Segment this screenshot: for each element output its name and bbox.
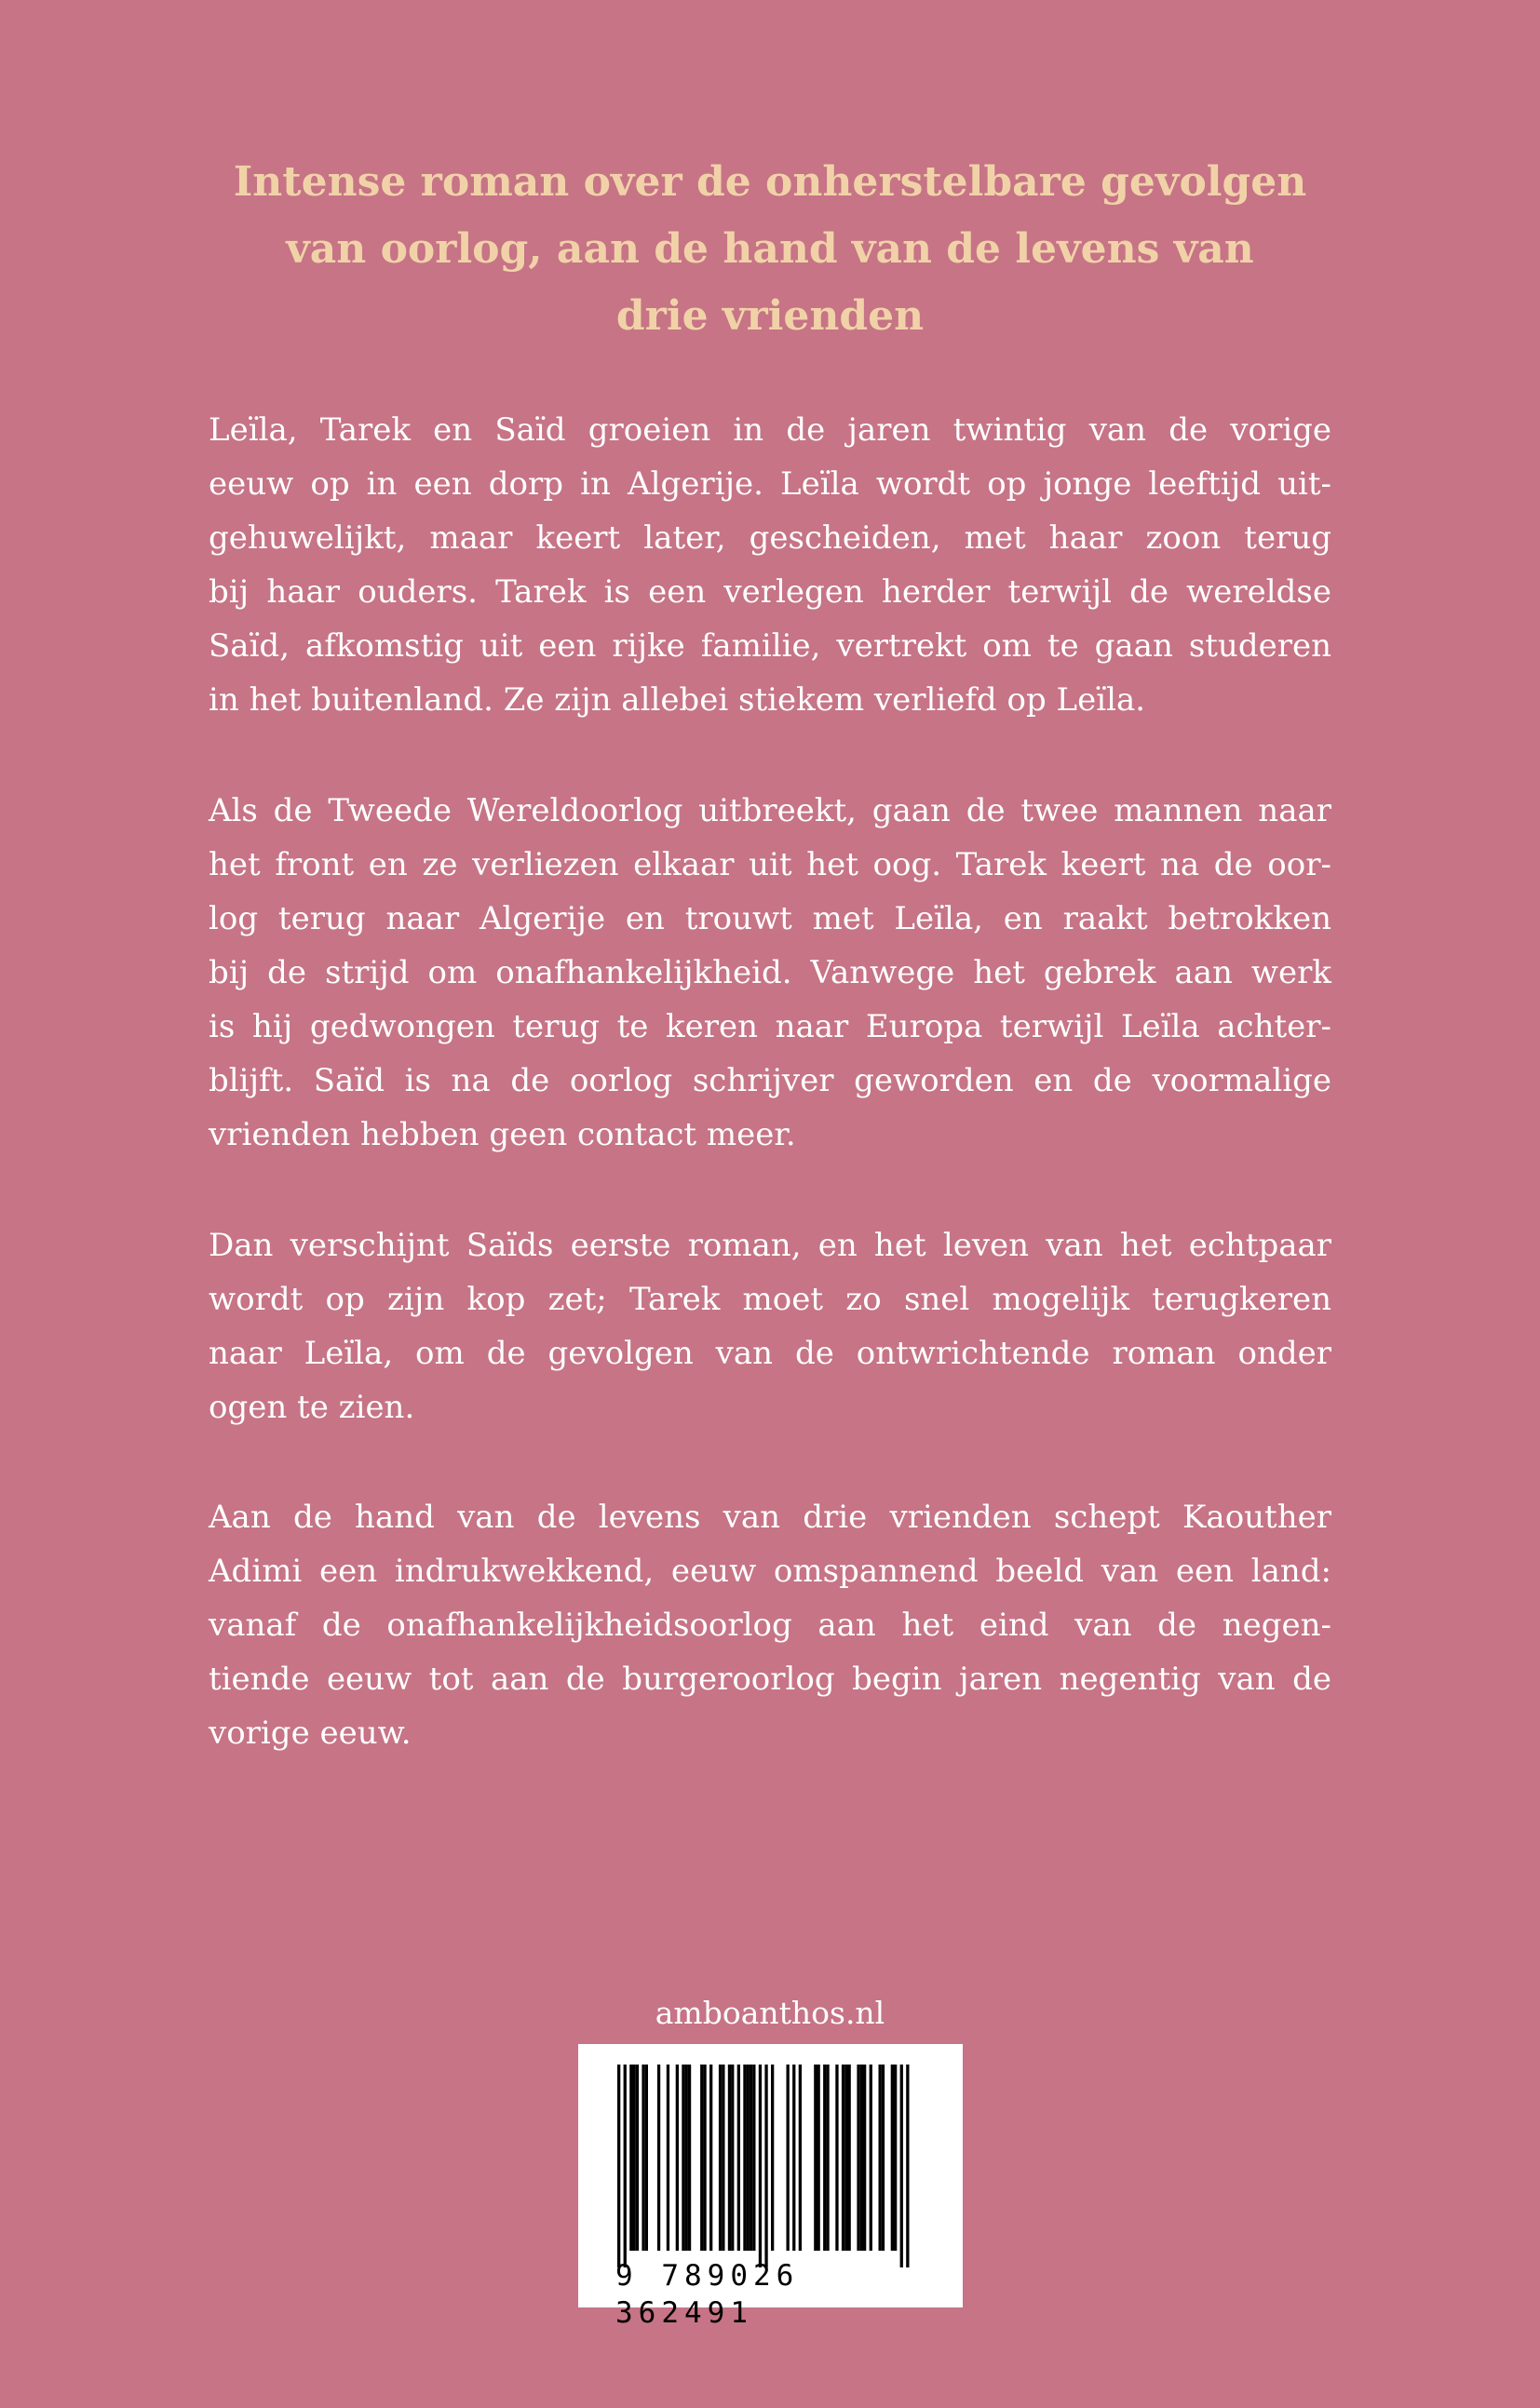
blurb-line: vrienden hebben geen contact meer. xyxy=(209,1116,796,1153)
barcode-bar xyxy=(857,2065,859,2251)
barcode-bar xyxy=(750,2065,752,2251)
barcode-bar xyxy=(737,2065,740,2251)
barcode-bar xyxy=(719,2065,722,2251)
barcode-bar xyxy=(860,2065,863,2251)
barcode-bar xyxy=(817,2065,820,2251)
barcode-bar xyxy=(709,2065,712,2251)
barcode-bar xyxy=(870,2065,872,2251)
blurb-line: log terug naar Algerije en trouwt met Leïla, en raakt betrokken xyxy=(209,900,1331,937)
barcode-bar xyxy=(667,2065,669,2251)
barcode-bar xyxy=(882,2065,885,2251)
blurb-line: vorige eeuw. xyxy=(209,1715,412,1752)
barcode-bar xyxy=(891,2065,894,2251)
blurb-line: ogen te zien. xyxy=(209,1389,415,1426)
barcode-bar xyxy=(657,2065,660,2251)
barcode-bar xyxy=(747,2065,750,2251)
blurb-line: gehuwelijkt, maar keert later, gescheiden, met haar zoon terug xyxy=(209,519,1331,557)
barcode-bar xyxy=(764,2065,767,2267)
barcode-bar xyxy=(759,2065,762,2267)
barcode-bar xyxy=(792,2065,795,2251)
blurb-line: eeuw op in een dorp in Algerije. Leïla wordt op jonge leeftijd uit- xyxy=(209,465,1331,503)
blurb-line: in het buitenland. Ze zijn allebei stiekem verliefd op Leïla. xyxy=(209,681,1146,719)
barcode-bar xyxy=(799,2065,802,2251)
barcode-bar xyxy=(771,2065,774,2251)
barcode-bar xyxy=(642,2065,644,2251)
barcode-bar xyxy=(722,2065,724,2251)
barcode-bar xyxy=(814,2065,817,2251)
blurb-line: is hij gedwongen terug te keren naar Europa terwijl Leïla achter- xyxy=(209,1008,1331,1045)
barcode-bar xyxy=(835,2065,838,2251)
blurb-line: vanaf de onafhankelijkheidsoorlog aan het eind van de negen- xyxy=(209,1607,1331,1644)
blurb-line: het front en ze verliezen elkaar uit het oog. Tarek keert na de oor- xyxy=(209,846,1331,883)
barcode-bar xyxy=(906,2065,909,2267)
barcode-bar xyxy=(633,2065,636,2251)
barcode-bar xyxy=(676,2065,679,2251)
barcode-digits: 9 789026 362491 xyxy=(615,2259,800,2330)
blurb-paragraph-4 xyxy=(209,1490,1331,1760)
barcode-bar xyxy=(728,2065,731,2251)
blurb-paragraph-1 xyxy=(209,403,1331,727)
blurb-paragraph-2 xyxy=(209,784,1331,1162)
barcode-bar xyxy=(743,2065,746,2251)
barcode-bar xyxy=(752,2065,755,2251)
barcode-bar xyxy=(629,2065,632,2251)
tagline-line: drie vrienden xyxy=(615,292,925,340)
barcode-bar xyxy=(624,2065,627,2267)
barcode-bar xyxy=(900,2065,903,2267)
barcode-bar xyxy=(645,2065,648,2251)
barcode-bar xyxy=(636,2065,639,2251)
barcode-bar xyxy=(848,2065,851,2251)
isbn-barcode xyxy=(578,2044,963,2330)
tagline xyxy=(209,149,1331,350)
blurb-line: Saïd, afkomstig uit een rijke familie, vertrekt om te gaan studeren xyxy=(209,627,1331,665)
barcode-bar xyxy=(688,2065,691,2251)
barcode-bar xyxy=(842,2065,844,2251)
publisher-website: amboanthos.nl xyxy=(655,1995,885,2031)
blurb-line: Dan verschijnt Saïds eerste roman, en het leven van het echtpaar xyxy=(209,1227,1331,1264)
blurb-line: wordt op zijn kop zet; Tarek moet zo snel mogelijk terugkeren xyxy=(209,1281,1331,1318)
blurb-line: Aan de hand van de levens van drie vrienden schept Kaouther xyxy=(209,1499,1331,1536)
barcode-bar xyxy=(682,2065,684,2251)
barcode-bar xyxy=(826,2065,829,2251)
barcode-bar xyxy=(863,2065,866,2251)
blurb-line: blijft. Saïd is na de oorlog schrijver geworden en de voormalige xyxy=(209,1062,1331,1099)
barcode-bar xyxy=(823,2065,826,2251)
barcode-bar xyxy=(787,2065,790,2251)
barcode-bar xyxy=(844,2065,847,2251)
barcode-bar xyxy=(879,2065,882,2251)
barcode-bar xyxy=(731,2065,734,2251)
barcode-bar xyxy=(894,2065,897,2251)
blurb-line: Leïla, Tarek en Saïd groeien in de jaren twintig van de vorige xyxy=(209,411,1331,449)
blurb-line: Adimi een indrukwekkend, eeuw omspannend beeld van een land: xyxy=(209,1553,1331,1590)
blurb-line: bij de strijd om onafhankelijkheid. Vanwege het gebrek aan werk xyxy=(209,954,1331,991)
blurb-line: Als de Tweede Wereldoorlog uitbreekt, gaan de twee mannen naar xyxy=(209,792,1331,829)
blurb-line: bij haar ouders. Tarek is een verlegen herder terwijl de wereldse xyxy=(209,573,1331,611)
blurb-line: tiende eeuw tot aan de burgeroorlog begin jaren negentig van de xyxy=(209,1661,1331,1698)
blurb-paragraph-3 xyxy=(209,1218,1331,1434)
barcode-bar xyxy=(685,2065,688,2251)
tagline-line: van oorlog, aan de hand van de levens van xyxy=(286,225,1254,273)
barcode-bar xyxy=(700,2065,703,2251)
blurb-line: naar Leïla, om de gevolgen van de ontwrichtende roman onder xyxy=(209,1335,1331,1372)
tagline-line: Intense roman over de onherstelbare gevolgen xyxy=(233,158,1307,206)
barcode-bar xyxy=(703,2065,706,2251)
barcode-bar xyxy=(617,2065,620,2267)
